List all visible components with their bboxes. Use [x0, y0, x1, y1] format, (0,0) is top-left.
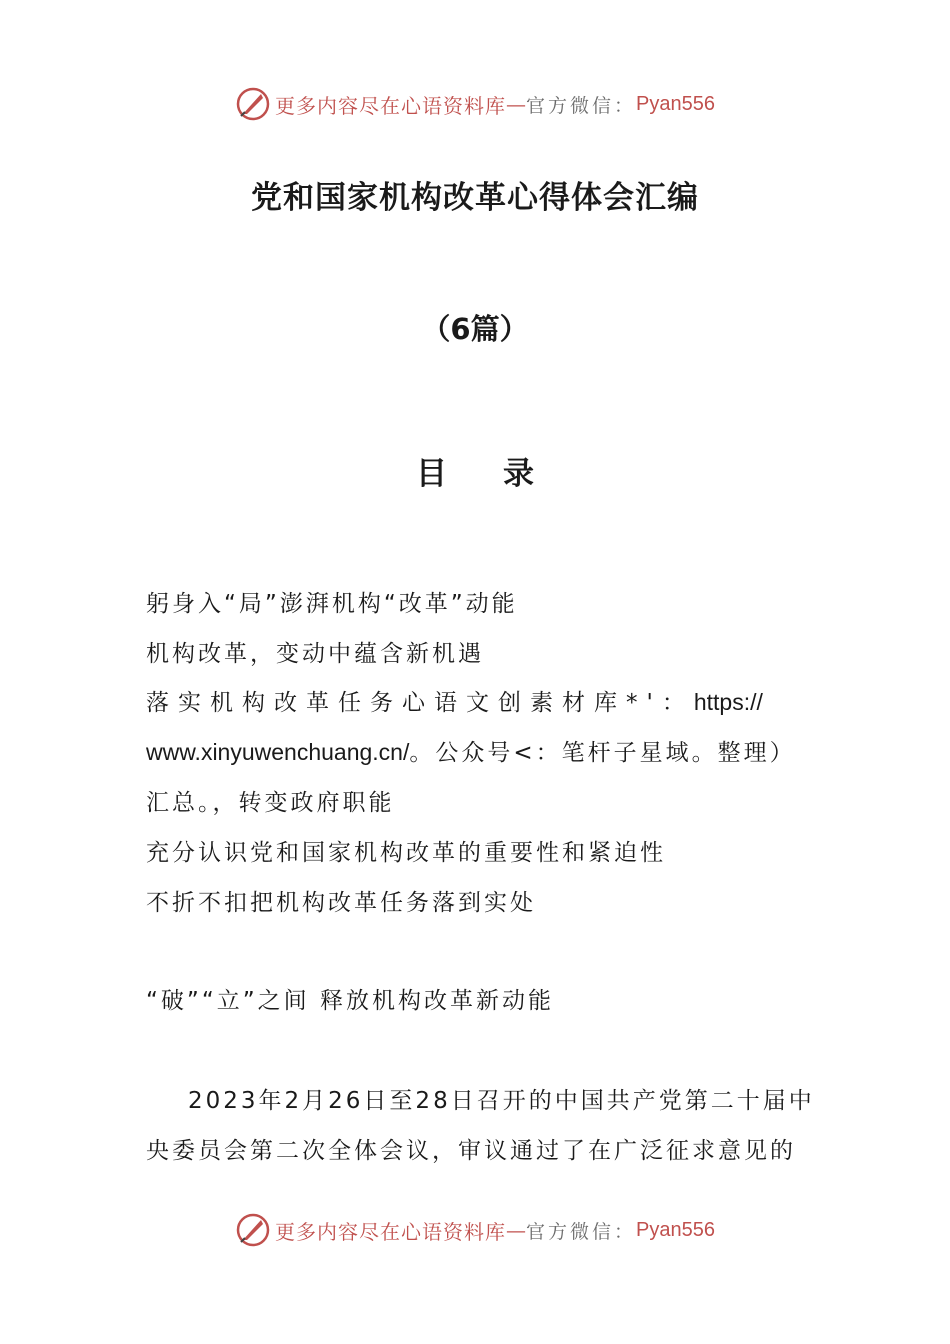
body-paragraph-line: 2023年2月26日至28日召开的中国共产党第二十届中: [188, 1088, 815, 1114]
document-title: 党和国家机构改革心得体会汇编: [251, 180, 699, 216]
toc-item-url: www.xinyuwenchuang.cn/: [146, 739, 410, 765]
feather-pen-logo-icon: [235, 86, 271, 122]
watermark-gray-text: 官方微信：: [526, 94, 637, 117]
article-title: “破”“立”之间 释放机构改革新动能: [146, 988, 554, 1014]
watermark-gray-text: 官方微信：: [526, 1220, 637, 1243]
feather-pen-logo-icon: [235, 1212, 271, 1248]
toc-item: 躬身入“局”澎湃机构“改革”动能: [146, 591, 518, 617]
document-subtitle: （6篇）: [421, 312, 529, 346]
toc-heading-char-1: 目: [416, 456, 447, 492]
toc-item-text: 。公众号<：笔杆子星域。整理）: [409, 740, 796, 766]
toc-heading: [0, 448, 950, 493]
toc-item: [146, 734, 806, 767]
toc-item-url-start: https://: [693, 689, 763, 715]
toc-item: 不折不扣把机构改革任务落到实处: [146, 890, 536, 916]
body-paragraph-line: 央委员会第二次全体会议，审议通过了在广泛征求意见的: [146, 1138, 796, 1164]
toc-item: 汇总。，转变政府职能: [146, 790, 395, 816]
watermark-banner-top: [0, 82, 950, 126]
toc-item-text: 落实机构改革任务心语文创素材库*'：: [146, 690, 694, 716]
toc-heading-char-2: 录: [503, 456, 534, 492]
watermark-dash: —: [506, 92, 526, 116]
toc-item: 机构改革，变动中蕴含新机遇: [146, 641, 484, 667]
watermark-red-text: 更多内容尽在心语资料库: [275, 93, 506, 118]
watermark-banner-bottom: [0, 1208, 950, 1252]
toc-item: [146, 684, 806, 717]
watermark-account: Pyan556: [636, 1218, 715, 1241]
watermark-account: Pyan556: [636, 92, 715, 115]
watermark-red-text: 更多内容尽在心语资料库: [275, 1219, 506, 1244]
toc-item: 充分认识党和国家机构改革的重要性和紧迫性: [146, 840, 666, 866]
watermark-dash: —: [506, 1218, 526, 1242]
